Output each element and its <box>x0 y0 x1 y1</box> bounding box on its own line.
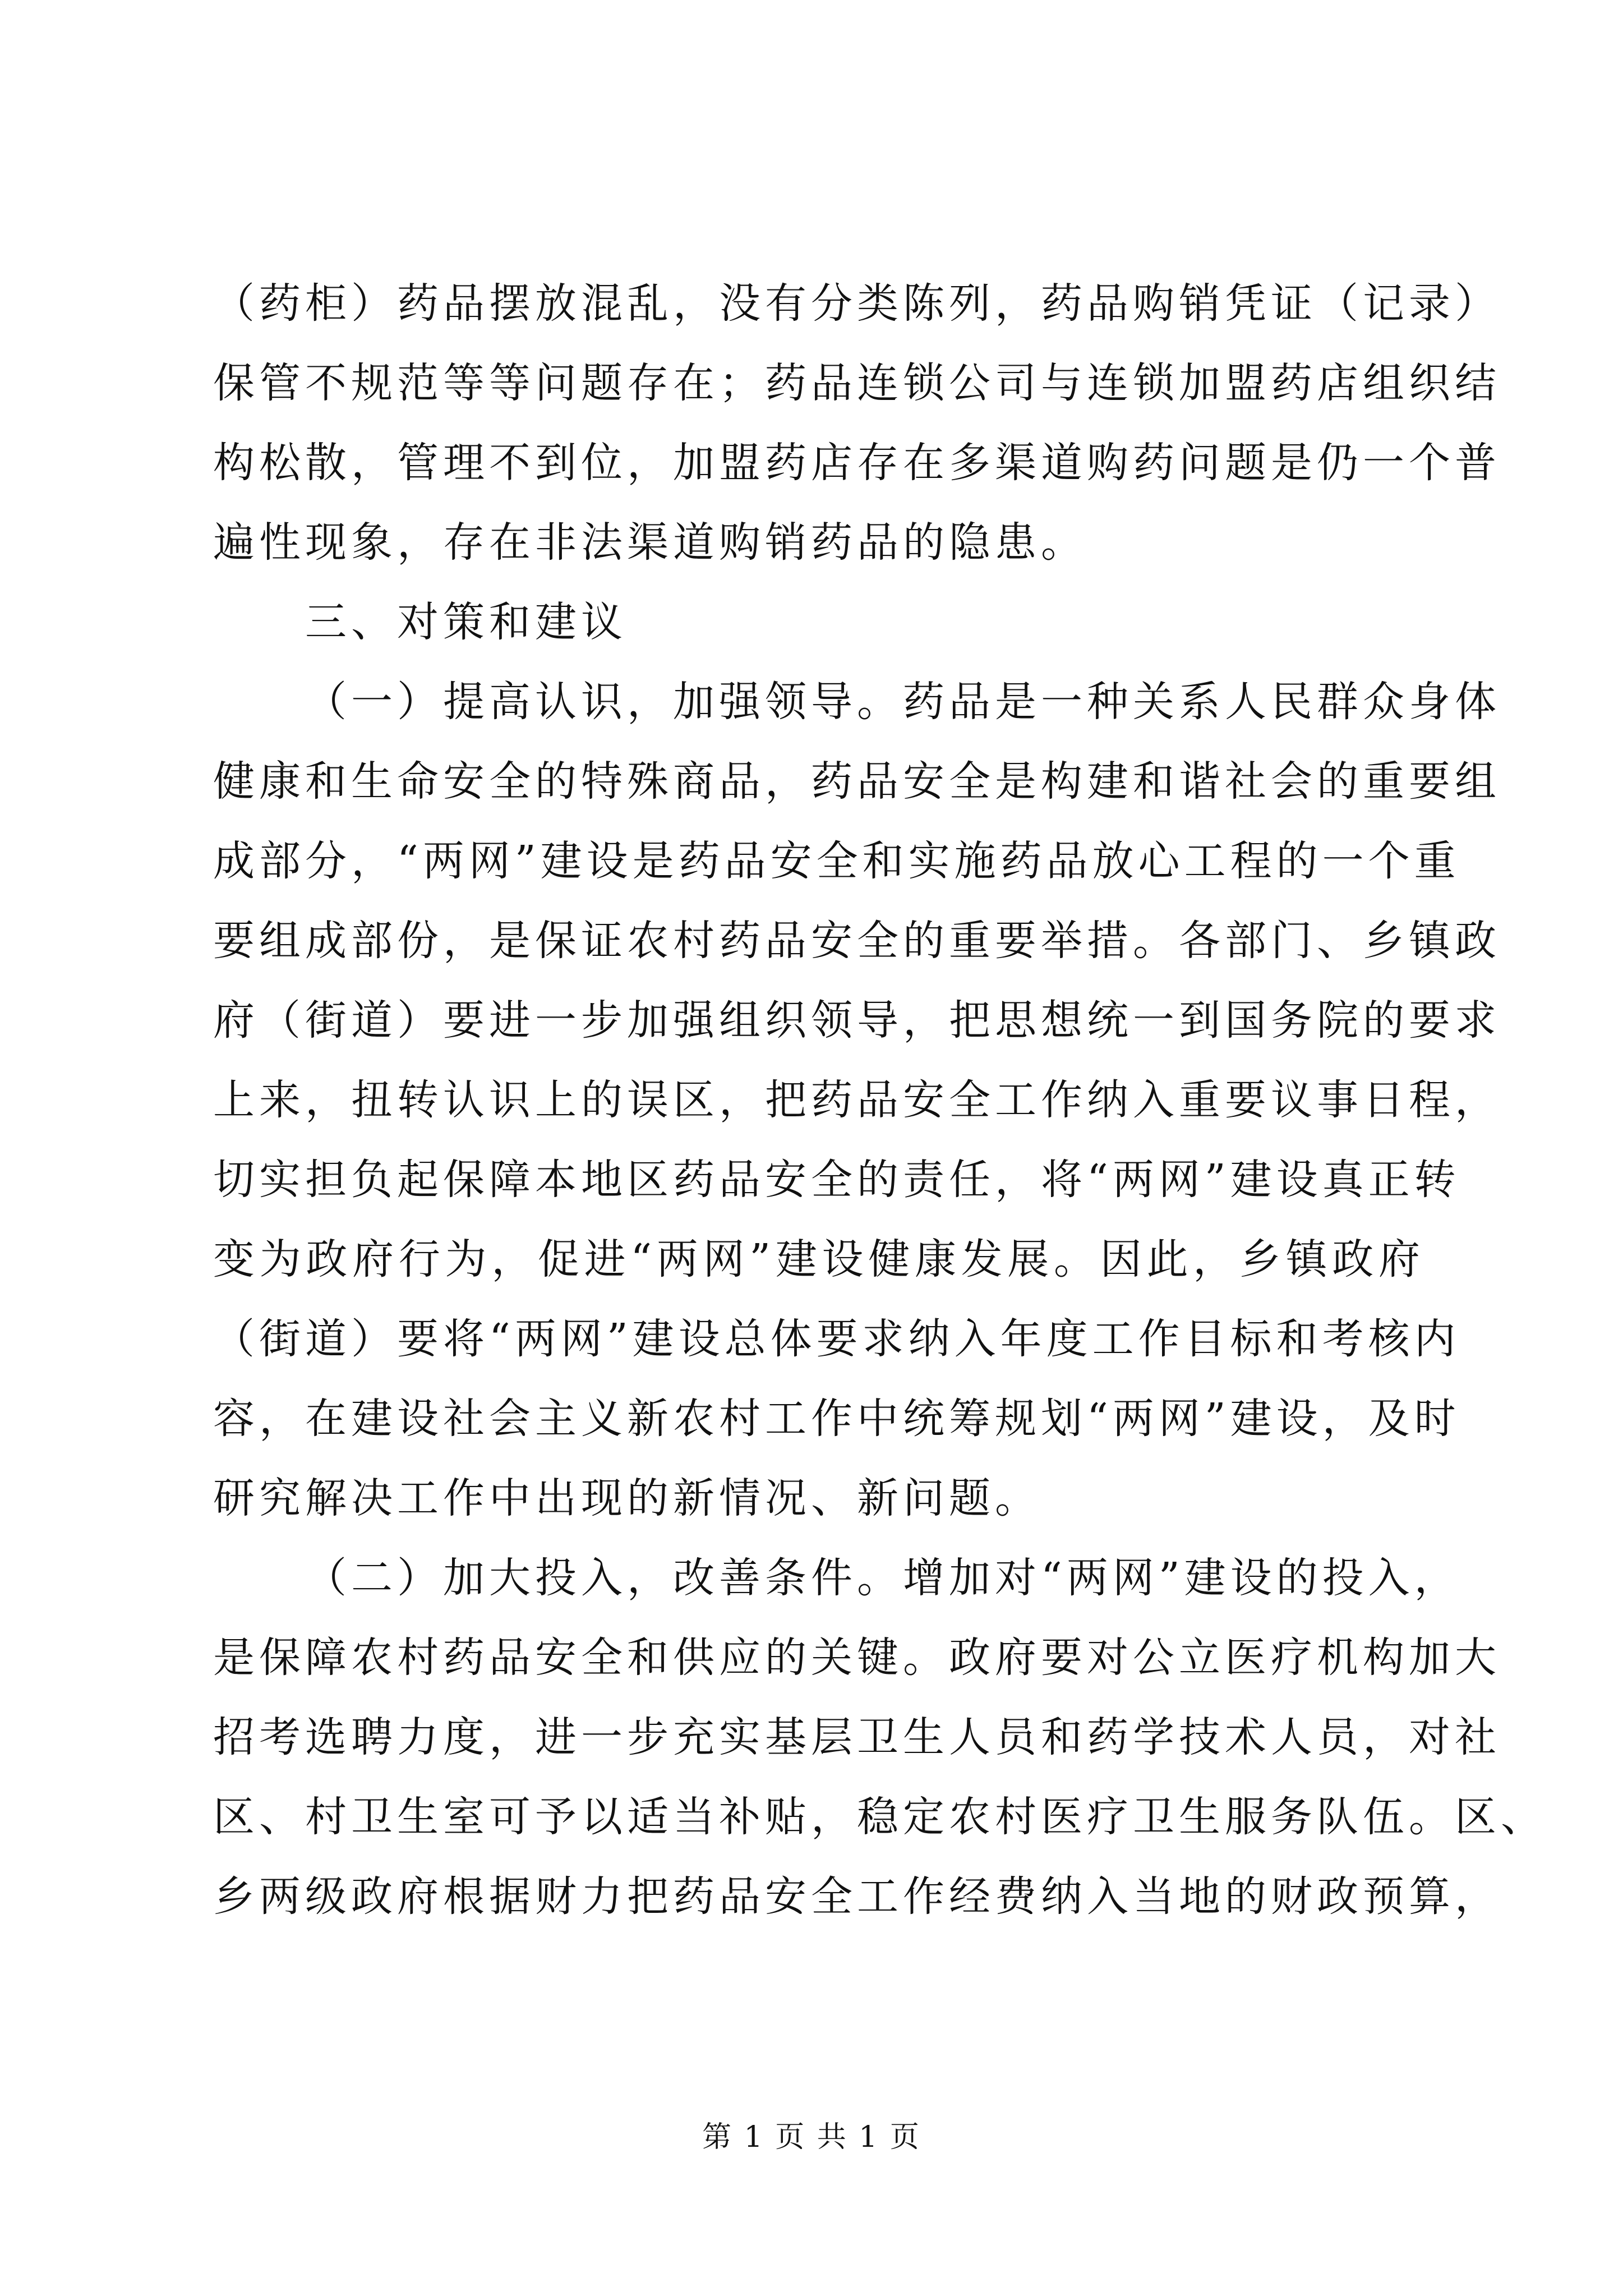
text-line: 乡两级政府根据财力把药品安全工作经费纳入当地的财政预算， <box>213 1872 1501 1921</box>
paragraph-start-line: （二）加大投入，改善条件。增加对“两网”建设的投入， <box>305 1554 1460 1602</box>
text-line: 遍性现象，存在非法渠道购销药品的隐患。 <box>213 518 1087 567</box>
text-line: 成部分，“两网”建设是药品安全和实施药品放心工程的一个重 <box>213 837 1460 885</box>
text-line: 切实担负起保障本地区药品安全的责任，将“两网”建设真正转 <box>213 1156 1460 1204</box>
text-line: 容，在建设社会主义新农村工作中统筹规划“两网”建设，及时 <box>213 1395 1460 1443</box>
text-line: （街道）要将“两网”建设总体要求纳入年度工作目标和考核内 <box>213 1315 1460 1363</box>
text-line: 研究解决工作中出现的新情况、新问题。 <box>213 1474 1041 1522</box>
text-line: 是保障农村药品安全和供应的关键。政府要对公立医疗机构加大 <box>213 1634 1501 1682</box>
document-body <box>213 264 1547 1936</box>
text-line: 构松散，管理不到位，加盟药店存在多渠道购药问题是仍一个普 <box>213 439 1501 487</box>
text-line: （药柜）药品摆放混乱，没有分类陈列，药品购销凭证（记录） <box>213 279 1501 328</box>
text-line: 区、村卫生室可予以适当补贴，稳定农村医疗卫生服务队伍。区、 <box>213 1793 1547 1841</box>
section-heading: 三、对策和建议 <box>305 598 627 646</box>
text-line: 上来，扭转认识上的误区，把药品安全工作纳入重要议事日程， <box>213 1076 1501 1124</box>
text-line: 健康和生命安全的特殊商品，药品安全是构建和谐社会的重要组 <box>213 757 1501 806</box>
text-line: 保管不规范等等问题存在；药品连锁公司与连锁加盟药店组织结 <box>213 359 1501 407</box>
paragraph-start-line: （一）提高认识，加强领导。药品是一种关系人民群众身体 <box>305 678 1501 726</box>
text-line: 变为政府行为，促进“两网”建设健康发展。因此，乡镇政府 <box>213 1235 1424 1283</box>
text-line: 府（街道）要进一步加强组织领导，把思想统一到国务院的要求 <box>213 996 1501 1045</box>
page-number-footer: 第 1 页 共 1 页 <box>702 2120 921 2154</box>
text-line: 招考选聘力度，进一步充实基层卫生人员和药学技术人员，对社 <box>213 1713 1501 1761</box>
text-line: 要组成部份，是保证农村药品安全的重要举措。各部门、乡镇政 <box>213 917 1501 965</box>
